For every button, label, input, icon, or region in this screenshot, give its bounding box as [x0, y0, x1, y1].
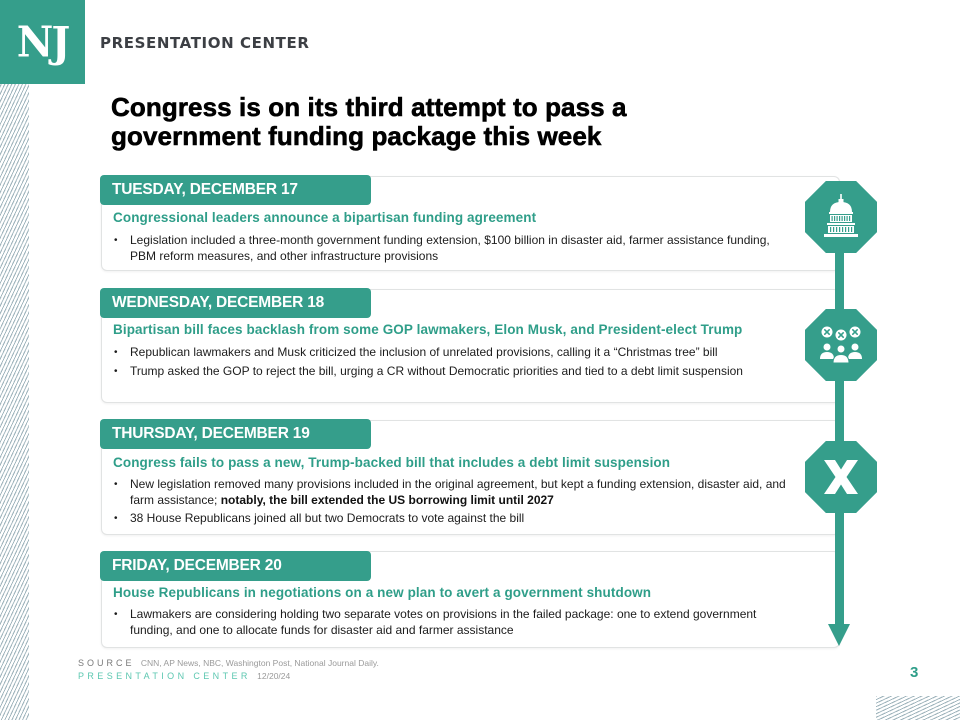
logo-text: NJ [16, 17, 69, 67]
bullet-item: • Republican lawmakers and Musk criticized the inclusion of unrelated provisions, calling it a “Christmas tree” bill [113, 345, 793, 361]
day-label-thursday: THURSDAY, DECEMBER 19 [100, 419, 371, 449]
org-label: PRESENTATION CENTER [78, 671, 251, 681]
nj-logo [0, 0, 85, 84]
day-label-tuesday: TUESDAY, DECEMBER 17 [100, 175, 371, 205]
footer-source [78, 658, 379, 668]
day-label-friday: FRIDAY, DECEMBER 20 [100, 551, 371, 581]
x-mark-icon [805, 441, 877, 513]
arrow-down-icon [828, 624, 850, 646]
page-title-line-1: Congress is on its third attempt to pass a [111, 92, 627, 122]
bullet-item: • New legislation removed many provisions included in the original agreement, but kept a funding extension, disaster aid, and farm assistance; notably, the bill extended the US borrowing limit until 2027 [113, 477, 793, 508]
decorative-hatch-bottom-right [876, 696, 960, 720]
headline-friday: House Republicans in negotiations on a new plan to avert a government shutdown [113, 585, 652, 600]
footer-date: 12/20/24 [257, 671, 291, 681]
bullet-item: • Trump asked the GOP to reject the bill, urging a CR without Democratic priorities and tied to a debt limit suspension [113, 364, 793, 380]
headline-thursday: Congress fails to pass a new, Trump-backed bill that includes a debt limit suspension [113, 455, 671, 470]
bullet-list-thursday [113, 477, 793, 530]
people-rejecting-icon [805, 309, 877, 381]
footer-org [78, 671, 290, 681]
brand-title: PRESENTATION CENTER [100, 34, 310, 52]
source-text: CNN, AP News, NBC, Washington Post, National Journal Daily. [140, 658, 379, 668]
headline-wednesday: Bipartisan bill faces backlash from some GOP lawmakers, Elon Musk, and President-elect Trump [113, 322, 743, 337]
page-number: 3 [910, 664, 919, 681]
capitol-building-icon [805, 181, 877, 253]
decorative-hatch-left [0, 84, 29, 720]
timeline-line [835, 250, 844, 628]
bullet-list-friday [113, 607, 793, 641]
bullet-item: • 38 House Republicans joined all but two Democrats to vote against the bill [113, 511, 793, 527]
bullet-list-wednesday [113, 345, 793, 382]
day-label-wednesday: WEDNESDAY, DECEMBER 18 [100, 288, 371, 318]
bullet-item: • Lawmakers are considering holding two separate votes on provisions in the failed package: one to extend government funding, and one to allocate funds for disaster aid and farmer assistance [113, 607, 793, 638]
page-title-line-2: government funding package this week [111, 121, 602, 151]
page-title [111, 93, 791, 151]
source-label: SOURCE [78, 658, 135, 668]
bullet-emphasis: notably, the bill extended the US borrowing limit until 2027 [220, 492, 554, 507]
bullet-list-tuesday [113, 233, 793, 267]
headline-tuesday: Congressional leaders announce a bipartisan funding agreement [113, 210, 537, 225]
bullet-item: • Legislation included a three-month government funding extension, $100 billion in disaster aid, farmer assistance funding, PBM reform measures, and other infrastructure provisions [113, 233, 793, 264]
